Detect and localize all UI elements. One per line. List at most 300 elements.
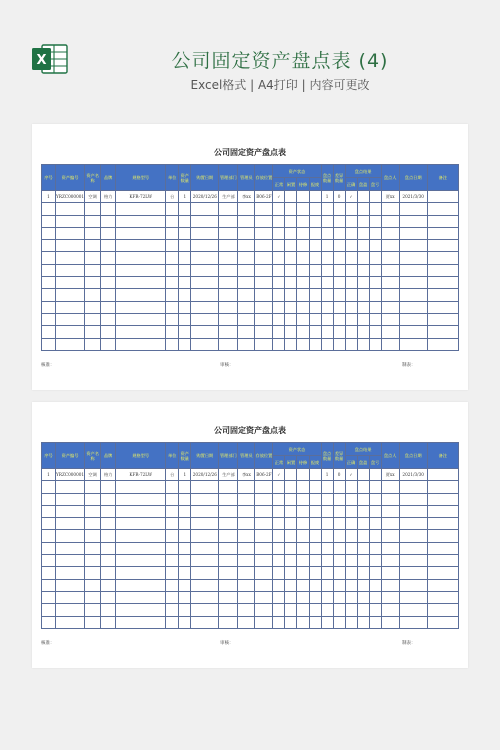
table-row — [42, 289, 459, 301]
table-cell — [381, 313, 399, 325]
review-label: 审核： — [220, 641, 234, 646]
table-cell — [85, 542, 101, 554]
table-cell — [369, 542, 381, 554]
table-cell — [255, 277, 273, 289]
table-cell — [42, 567, 56, 579]
table-cell — [85, 277, 101, 289]
table-cell — [321, 616, 333, 628]
table-cell — [381, 326, 399, 338]
table-cell — [381, 493, 399, 505]
table-cell — [179, 264, 191, 276]
table-cell — [85, 215, 101, 227]
table-cell — [219, 604, 238, 616]
table-cell — [345, 215, 357, 227]
table-cell — [427, 591, 458, 603]
table-row — [42, 338, 459, 350]
cell-count-date: 2021/3/30 — [399, 469, 427, 481]
table-cell — [219, 530, 238, 542]
table-cell — [321, 301, 333, 313]
col-header-count-date: 盘点日期 — [399, 165, 427, 191]
table-cell — [369, 313, 381, 325]
cell-dept: 生产部 — [219, 191, 238, 203]
table-cell — [399, 240, 427, 252]
table-header-row — [42, 165, 459, 178]
table-cell — [297, 542, 309, 554]
table-cell — [381, 338, 399, 350]
col-header-qty: 资产数量 — [179, 443, 191, 469]
cell-status-repair — [297, 191, 309, 203]
table-cell — [381, 616, 399, 628]
table-cell — [357, 579, 369, 591]
col-header-asset-name: 资产名称 — [85, 443, 101, 469]
table-cell — [101, 240, 116, 252]
table-cell — [309, 252, 321, 264]
table-cell — [381, 301, 399, 313]
table-cell — [381, 518, 399, 530]
table-cell — [369, 567, 381, 579]
table-cell — [345, 616, 357, 628]
cell-qty: 1 — [179, 469, 191, 481]
table-cell — [333, 493, 345, 505]
table-cell — [399, 604, 427, 616]
col-header-dept: 管理部门 — [219, 165, 238, 191]
table-cell — [101, 518, 116, 530]
table-cell — [333, 555, 345, 567]
table-cell — [399, 591, 427, 603]
table-cell — [427, 505, 458, 517]
table-cell — [101, 313, 116, 325]
table-cell — [321, 567, 333, 579]
table-cell — [219, 252, 238, 264]
table-cell — [321, 518, 333, 530]
col-header-diff-qty: 差异数量 — [333, 165, 345, 191]
table-cell — [399, 326, 427, 338]
table-cell — [399, 301, 427, 313]
table-cell — [238, 518, 255, 530]
table-row — [42, 542, 459, 554]
cell-result-loss — [369, 191, 381, 203]
table-cell — [101, 505, 116, 517]
cell-status-scrap — [309, 191, 321, 203]
table-row — [42, 604, 459, 616]
table-cell — [116, 604, 166, 616]
table-cell — [285, 264, 297, 276]
col-header-asset-name: 资产名称 — [85, 165, 101, 191]
table-cell — [238, 604, 255, 616]
table-cell — [116, 481, 166, 493]
table-cell — [333, 277, 345, 289]
table-cell — [345, 505, 357, 517]
table-cell — [191, 530, 219, 542]
cell-diff-qty: 0 — [333, 191, 345, 203]
table-cell — [309, 240, 321, 252]
table-cell — [255, 326, 273, 338]
prepare-label: 制表： — [402, 363, 416, 368]
table-cell — [191, 326, 219, 338]
table-cell — [101, 326, 116, 338]
table-cell — [219, 481, 238, 493]
table-cell — [219, 591, 238, 603]
table-cell — [166, 567, 179, 579]
table-cell — [369, 338, 381, 350]
table-cell — [56, 203, 85, 215]
table-cell — [219, 326, 238, 338]
table-cell — [56, 240, 85, 252]
table-cell — [369, 240, 381, 252]
cell-buy-date: 2020/12/26 — [191, 469, 219, 481]
table-cell — [345, 493, 357, 505]
cell-status-normal: ✓ — [273, 191, 285, 203]
table-cell — [333, 505, 345, 517]
table-cell — [399, 493, 427, 505]
table-cell — [345, 326, 357, 338]
table-cell — [309, 277, 321, 289]
table-cell — [238, 277, 255, 289]
col-header-spec: 规格型号 — [116, 165, 166, 191]
table-cell — [42, 203, 56, 215]
table-cell — [285, 567, 297, 579]
table-cell — [369, 530, 381, 542]
table-cell — [297, 481, 309, 493]
table-cell — [219, 203, 238, 215]
table-cell — [309, 264, 321, 276]
table-cell — [381, 227, 399, 239]
table-cell — [297, 493, 309, 505]
table-cell — [273, 203, 285, 215]
cell-brand: 格力 — [101, 191, 116, 203]
table-cell — [309, 604, 321, 616]
table-cell — [191, 555, 219, 567]
table-cell — [273, 227, 285, 239]
table-cell — [321, 240, 333, 252]
table-cell — [381, 530, 399, 542]
table-cell — [309, 289, 321, 301]
table-cell — [166, 481, 179, 493]
table-cell — [255, 616, 273, 628]
cell-result-loss — [369, 469, 381, 481]
table-cell — [85, 616, 101, 628]
cell-manager: 李xx — [238, 469, 255, 481]
table-cell — [85, 313, 101, 325]
table-cell — [309, 215, 321, 227]
table-cell — [297, 567, 309, 579]
table-cell — [219, 240, 238, 252]
table-cell — [56, 591, 85, 603]
table-cell — [369, 215, 381, 227]
table-cell — [285, 591, 297, 603]
table-cell — [357, 252, 369, 264]
empty-rows — [42, 481, 459, 629]
table-cell — [333, 313, 345, 325]
table-cell — [255, 313, 273, 325]
table-row — [42, 227, 459, 239]
table-cell — [101, 338, 116, 350]
table-cell — [285, 555, 297, 567]
table-cell — [309, 518, 321, 530]
table-cell — [399, 481, 427, 493]
table-cell — [345, 277, 357, 289]
table-cell — [333, 326, 345, 338]
table-cell — [357, 567, 369, 579]
table-cell — [101, 277, 116, 289]
table-row — [42, 493, 459, 505]
cell-status-idle — [285, 469, 297, 481]
table-cell — [56, 604, 85, 616]
cell-result-surplus — [357, 191, 369, 203]
table-cell — [238, 481, 255, 493]
table-cell — [238, 579, 255, 591]
table-cell — [219, 227, 238, 239]
table-cell — [345, 579, 357, 591]
table-cell — [56, 616, 85, 628]
table-cell — [56, 301, 85, 313]
cell-status-repair — [297, 469, 309, 481]
col-header-status-scrap: 报废 — [309, 178, 321, 191]
table-cell — [238, 505, 255, 517]
table-cell — [56, 227, 85, 239]
table-cell — [101, 481, 116, 493]
table-cell — [399, 616, 427, 628]
table-cell — [357, 505, 369, 517]
table-cell — [42, 338, 56, 350]
table-cell — [116, 518, 166, 530]
cell-buy-date: 2020/12/26 — [191, 191, 219, 203]
table-cell — [399, 227, 427, 239]
table-cell — [381, 264, 399, 276]
table-cell — [273, 518, 285, 530]
table-cell — [101, 493, 116, 505]
table-cell — [85, 326, 101, 338]
table-cell — [85, 203, 101, 215]
table-cell — [321, 203, 333, 215]
table-cell — [427, 252, 458, 264]
table-cell — [56, 530, 85, 542]
table-cell — [297, 289, 309, 301]
table-cell — [42, 264, 56, 276]
table-cell — [321, 227, 333, 239]
table-cell — [255, 518, 273, 530]
table-cell — [166, 616, 179, 628]
cell-asset-no: YRZC000001 — [56, 191, 85, 203]
table-cell — [399, 252, 427, 264]
table-cell — [166, 604, 179, 616]
table-cell — [333, 215, 345, 227]
cell-status-normal: ✓ — [273, 469, 285, 481]
table-cell — [191, 264, 219, 276]
table-cell — [285, 227, 297, 239]
table-cell — [297, 277, 309, 289]
table-cell — [297, 301, 309, 313]
table-cell — [101, 264, 116, 276]
table-cell — [56, 505, 85, 517]
table-cell — [357, 555, 369, 567]
table-row — [42, 252, 459, 264]
page-subtitle: Excel格式 | A4打印 | 内容可更改 — [190, 78, 370, 92]
table-cell — [309, 481, 321, 493]
table-cell — [381, 567, 399, 579]
table-cell — [427, 203, 458, 215]
table-cell — [345, 338, 357, 350]
table-cell — [273, 289, 285, 301]
table-cell — [297, 616, 309, 628]
table-cell — [191, 567, 219, 579]
table-cell — [345, 227, 357, 239]
table-cell — [166, 338, 179, 350]
cell-asset-name: 空调 — [85, 469, 101, 481]
cell-spec: KFR-72LW — [116, 191, 166, 203]
table-cell — [285, 518, 297, 530]
table-cell — [381, 604, 399, 616]
table-cell — [116, 338, 166, 350]
table-cell — [399, 338, 427, 350]
table-row — [42, 264, 459, 276]
table-row — [42, 203, 459, 215]
col-header-remark: 备注 — [427, 443, 458, 469]
cell-spec: KFR-72LW — [116, 469, 166, 481]
table-cell — [116, 616, 166, 628]
table-cell — [56, 289, 85, 301]
table-cell — [273, 604, 285, 616]
page-title: 公司固定资产盘点表 (4) — [171, 50, 389, 72]
table-cell — [273, 277, 285, 289]
table-cell — [166, 227, 179, 239]
table-cell — [42, 301, 56, 313]
table-row — [42, 301, 459, 313]
table-cell — [179, 277, 191, 289]
table-cell — [297, 555, 309, 567]
table-cell — [321, 579, 333, 591]
table-cell — [273, 326, 285, 338]
table-cell — [321, 591, 333, 603]
table-cell — [116, 289, 166, 301]
table-cell — [427, 567, 458, 579]
cell-seq: 1 — [42, 191, 56, 203]
table-cell — [297, 604, 309, 616]
table-cell — [357, 604, 369, 616]
table-cell — [381, 481, 399, 493]
col-header-result-group: 盘点结果 — [345, 165, 381, 178]
table-cell — [101, 301, 116, 313]
table-cell — [101, 252, 116, 264]
table-cell — [369, 518, 381, 530]
col-header-dept: 管理部门 — [219, 443, 238, 469]
svg-text:X: X — [36, 53, 47, 68]
table-cell — [255, 481, 273, 493]
table-cell — [357, 289, 369, 301]
table-cell — [357, 481, 369, 493]
table-cell — [273, 240, 285, 252]
table-cell — [85, 227, 101, 239]
table-cell — [191, 203, 219, 215]
table-cell — [179, 591, 191, 603]
table-cell — [399, 567, 427, 579]
table-cell — [285, 203, 297, 215]
table-cell — [321, 481, 333, 493]
table-cell — [85, 493, 101, 505]
table-cell — [255, 555, 273, 567]
table-cell — [166, 505, 179, 517]
table-cell — [179, 240, 191, 252]
table-cell — [219, 567, 238, 579]
cell-manager: 李xx — [238, 191, 255, 203]
table-cell — [333, 289, 345, 301]
cell-remark — [427, 191, 458, 203]
table-cell — [85, 567, 101, 579]
table-cell — [179, 542, 191, 554]
table-cell — [309, 555, 321, 567]
table-cell — [333, 338, 345, 350]
table-cell — [357, 301, 369, 313]
table-cell — [42, 240, 56, 252]
table-cell — [427, 338, 458, 350]
table-cell — [357, 277, 369, 289]
col-header-status-group: 资产状态 — [273, 165, 321, 178]
table-cell — [273, 338, 285, 350]
sheet-title: 公司固定资产盘点表 — [214, 147, 286, 157]
cell-brand: 格力 — [101, 469, 116, 481]
table-cell — [399, 289, 427, 301]
col-header-unit: 单位 — [166, 165, 179, 191]
table-cell — [191, 505, 219, 517]
col-header-result-surplus: 盘盈 — [357, 456, 369, 469]
table-cell — [56, 313, 85, 325]
table-cell — [357, 530, 369, 542]
table-cell — [309, 616, 321, 628]
table-cell — [333, 240, 345, 252]
table-cell — [427, 542, 458, 554]
cell-status-scrap — [309, 469, 321, 481]
table-cell — [321, 289, 333, 301]
col-header-count-date: 盘点日期 — [399, 443, 427, 469]
cell-unit: 台 — [166, 191, 179, 203]
table-cell — [345, 203, 357, 215]
table-cell — [56, 493, 85, 505]
table-cell — [179, 481, 191, 493]
table-cell — [238, 616, 255, 628]
table-cell — [333, 591, 345, 603]
col-header-manager: 管理员 — [238, 165, 255, 191]
table-cell — [285, 215, 297, 227]
table-cell — [333, 264, 345, 276]
table-row — [42, 469, 459, 481]
col-header-result-surplus: 盘盈 — [357, 178, 369, 191]
col-header-counter: 盘点人 — [381, 443, 399, 469]
table-cell — [219, 338, 238, 350]
table-cell — [345, 313, 357, 325]
table-cell — [273, 313, 285, 325]
table-cell — [273, 481, 285, 493]
table-cell — [381, 277, 399, 289]
table-cell — [116, 591, 166, 603]
table-cell — [369, 579, 381, 591]
table-cell — [427, 227, 458, 239]
table-cell — [238, 240, 255, 252]
table-cell — [166, 203, 179, 215]
table-cell — [179, 203, 191, 215]
table-cell — [333, 542, 345, 554]
table-cell — [255, 240, 273, 252]
table-cell — [427, 493, 458, 505]
table-cell — [116, 567, 166, 579]
col-header-buy-date: 购置日期 — [191, 165, 219, 191]
table-row — [42, 616, 459, 628]
col-header-status-repair: 待修 — [297, 456, 309, 469]
table-cell — [179, 227, 191, 239]
table-cell — [166, 530, 179, 542]
table-cell — [85, 252, 101, 264]
table-cell — [42, 604, 56, 616]
col-header-status-normal: 正常 — [273, 178, 285, 191]
